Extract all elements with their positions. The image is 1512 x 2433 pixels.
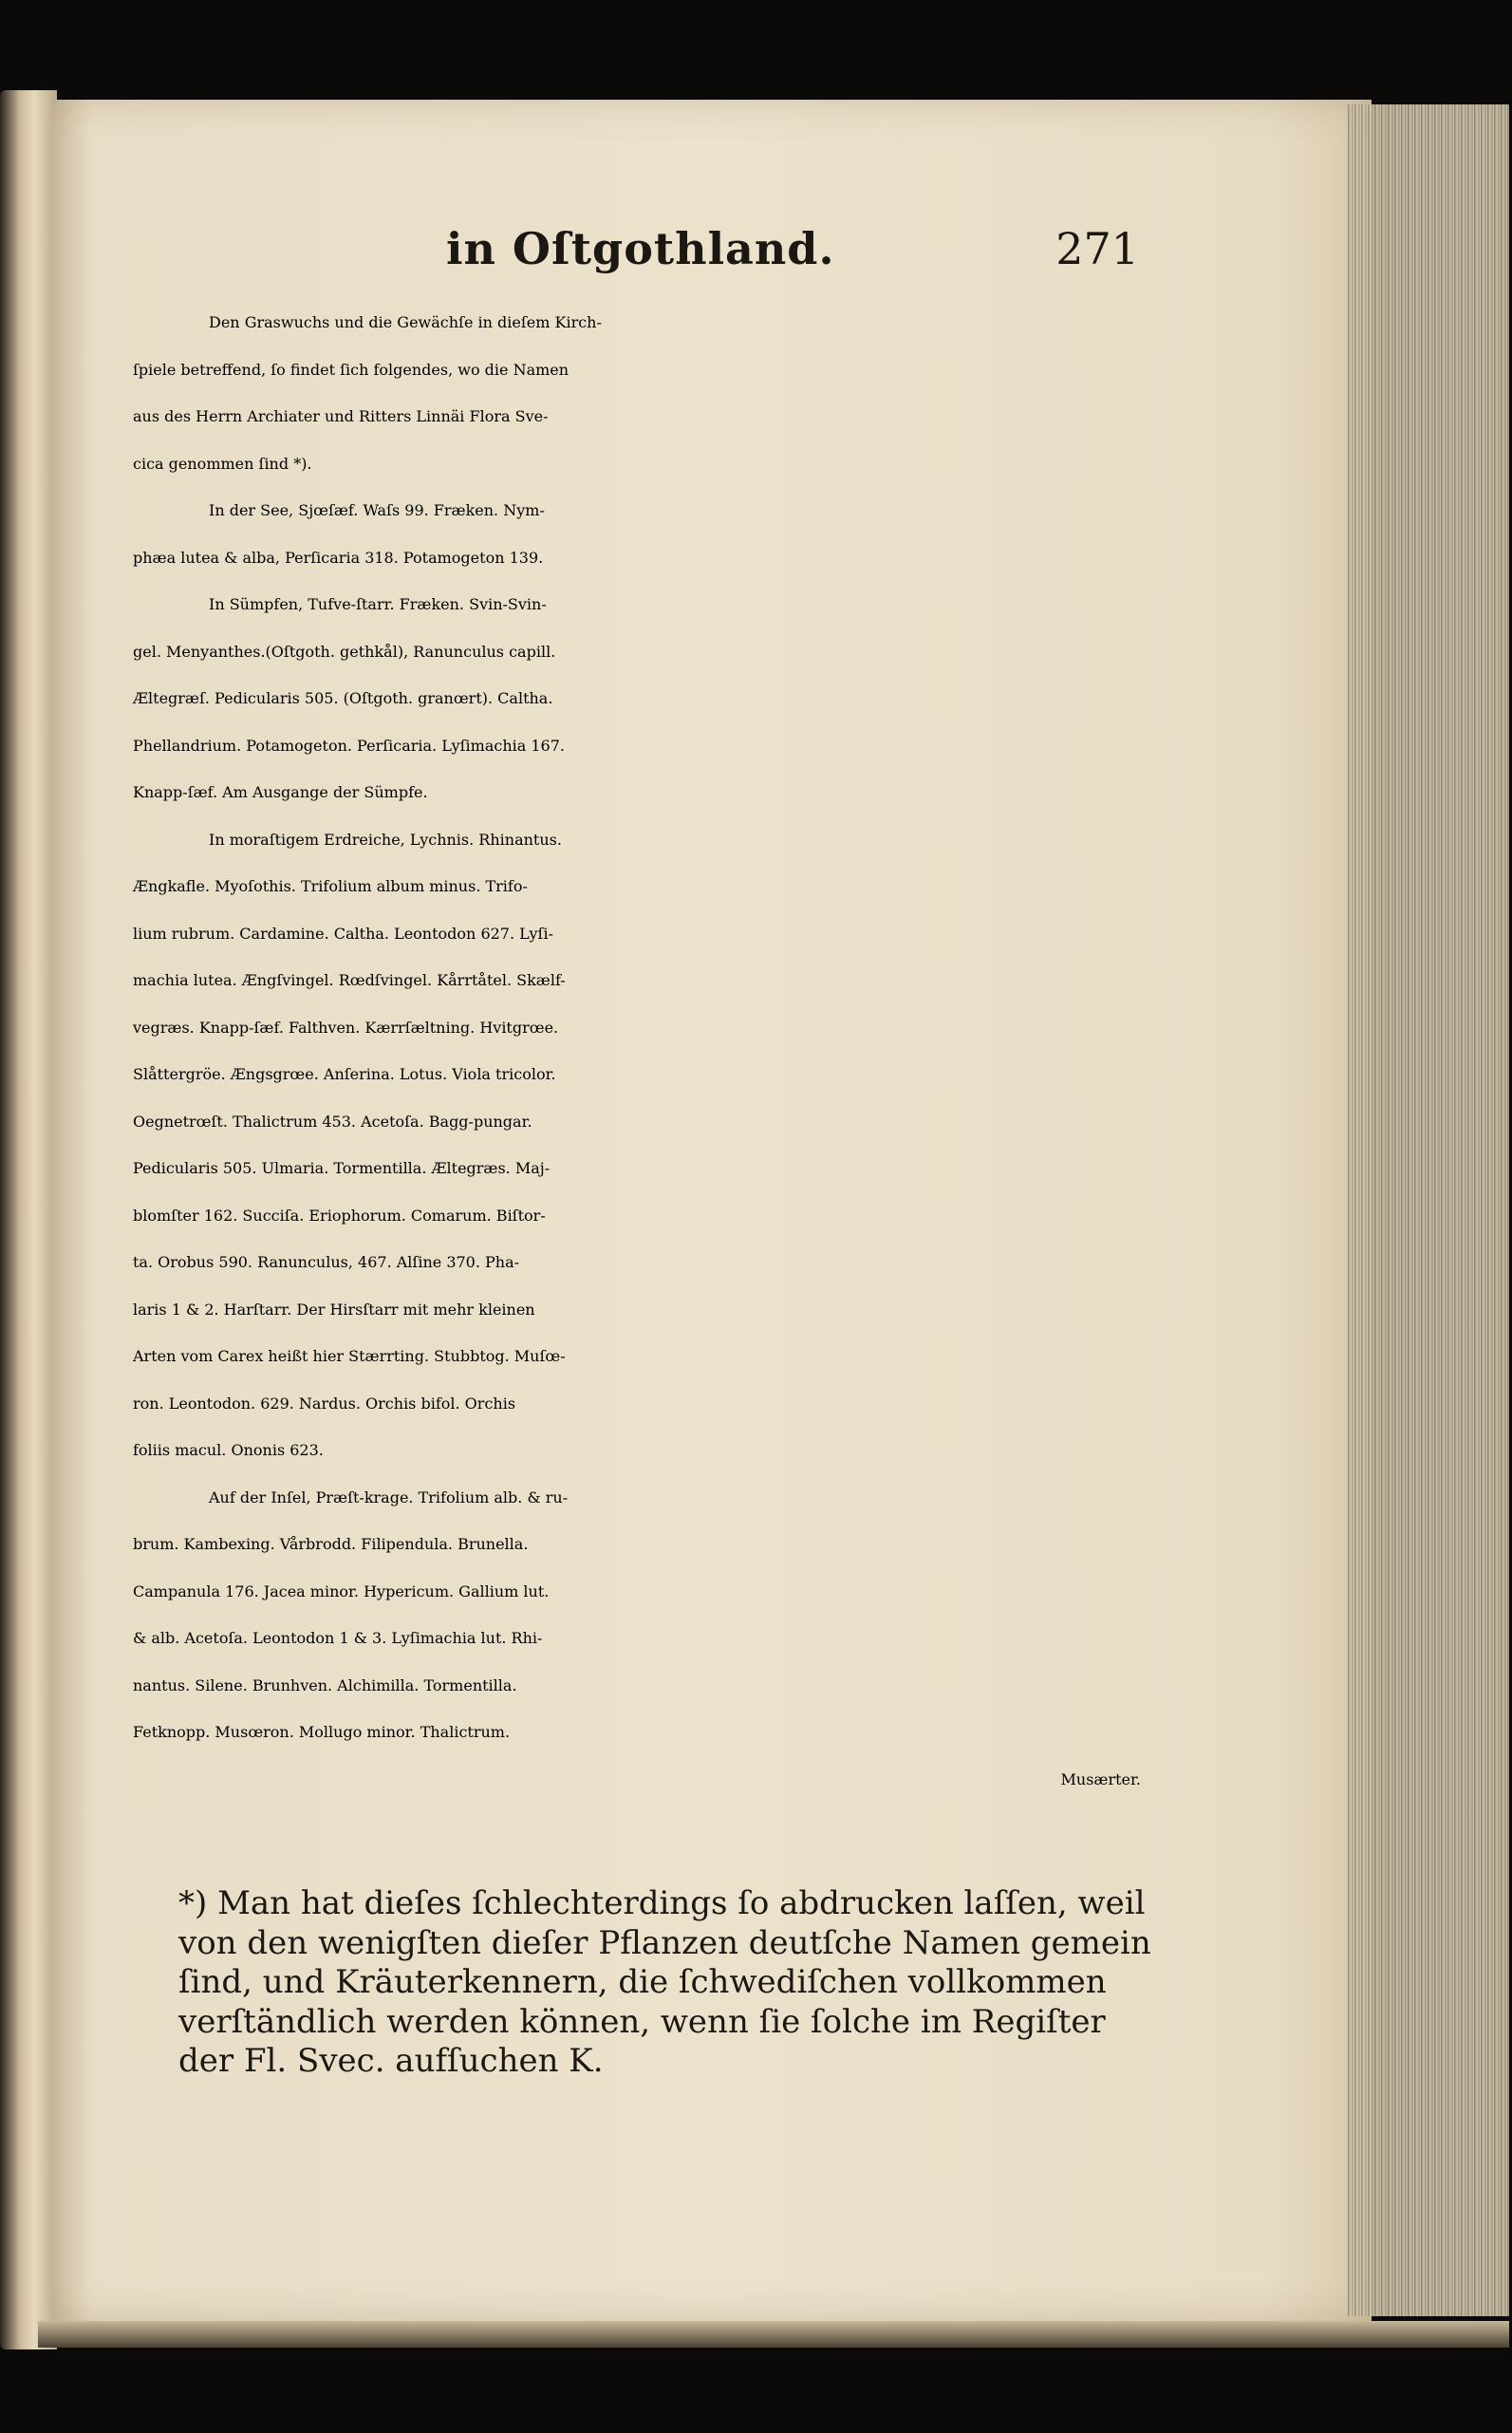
text-line: cica genommen ſind *).: [133, 454, 312, 473]
text-line: gel. Menyanthes.(Oſtgoth. gethkål), Ranunculus capill.: [133, 642, 556, 661]
text-line: & alb. Acetoſa. Leontodon 1 & 3. Lyſimachia lut. Rhi-: [133, 1629, 543, 1647]
text-line: In moraſtigem Erdreiche, Lychnis. Rhinantus.: [209, 830, 562, 849]
text-line: laris 1 & 2. Harſtarr. Der Hirsſtarr mit mehr kleinen: [133, 1300, 535, 1319]
text-line: Auf der Inſel, Præſt-krage. Trifolium alb. & ru-: [209, 1488, 569, 1507]
text-line: blomſter 162. Succiſa. Eriophorum. Comarum. Biſtor-: [133, 1206, 546, 1225]
text-line: aus des Herrn Archiater und Ritters Linnäi Flora Sve-: [133, 407, 549, 425]
text-line: Slåttergröe. Ængsgrœe. Anſerina. Lotus. Viola tricolor.: [133, 1065, 556, 1083]
text-line: nantus. Silene. Brunhven. Alchimilla. Tormentilla.: [133, 1675, 517, 1694]
text-line: ſpiele betreffend, ſo findet ſich folgendes, wo die Namen: [133, 360, 569, 379]
text-line: Fetknopp. Musœron. Mollugo minor. Thalictrum.: [133, 1723, 511, 1741]
catchword: Musærter.: [1060, 1769, 1141, 1788]
text-line: Pedicularis 505. Ulmaria. Tormentilla. Æltegræs. Maj-: [133, 1159, 551, 1177]
body-text: [133, 313, 1141, 1817]
text-line: vegræs. Knapp-ſæf. Falthven. Kærrſæltning. Hvitgrœe.: [133, 1018, 559, 1037]
text-line: Knapp-ſæf. Am Ausgange der Sümpfe.: [133, 783, 428, 801]
footnote-line: der Fl. Svec. aufſuchen K.: [178, 2042, 604, 2080]
text-line: Ængkafle. Myoſothis. Trifolium album minus. Trifo-: [133, 877, 528, 895]
running-header: [446, 223, 1139, 280]
text-line: ta. Orobus 590. Ranunculus, 467. Alſine 370. Pha-: [133, 1253, 520, 1271]
book-bottom-edge: [38, 2321, 1509, 2348]
footnote-line: verſtändlich werden können, wenn ſie ſolche im Regiſter: [178, 2002, 1106, 2041]
text-line: Æltegræſ. Pedicularis 505. (Oſtgoth. granœrt). Caltha.: [133, 689, 553, 707]
text-line: phæa lutea & alba, Perſicaria 318. Potamogeton 139.: [133, 548, 544, 567]
footnote-line: von den wenigſten dieſer Pflanzen deutſche Namen gemein: [178, 1923, 1151, 1962]
book-left-edge: [0, 90, 57, 2349]
footnote-line: ſind, und Kräuterkennern, die ſchwediſchen vollkommen: [178, 1963, 1107, 2001]
text-line: ron. Leontodon. 629. Nardus. Orchis bifol. Orchis: [133, 1394, 516, 1413]
text-line: lium rubrum. Cardamine. Caltha. Leontodon 627. Lyſi-: [133, 924, 553, 943]
footnote: [178, 1884, 1151, 2082]
text-line: foliis macul. Ononis 623.: [133, 1441, 324, 1459]
text-line: Den Graswuchs und die Gewächſe in dieſem Kirch-: [209, 313, 602, 331]
text-line: machia lutea. Ængſvingel. Rœdſvingel. Kårrtåtel. Skælf-: [133, 971, 566, 989]
text-line: In der See, Sjœſæf. Waſs 99. Fræken. Nym-: [209, 501, 545, 519]
text-line: Oegnetrœſt. Thalictrum 453. Acetoſa. Bagg-pungar.: [133, 1112, 532, 1131]
page-number: 271: [1055, 223, 1139, 274]
text-line: Phellandrium. Potamogeton. Perſicaria. Lyſimachia 167.: [133, 736, 565, 755]
footnote-line: *) Man hat dieſes ſchlechterdings ſo abdrucken laſſen, weil: [178, 1884, 1146, 1922]
running-title: in Oſtgothland.: [446, 223, 835, 274]
page-edges: [1348, 104, 1509, 2316]
text-line: Arten vom Carex heißt hier Stærrting. Stubbtog. Muſœ-: [133, 1347, 566, 1365]
text-line: In Sümpfen, Tufve-ſtarr. Fræken. Svin-Svin-: [209, 595, 547, 613]
text-line: brum. Kambexing. Vårbrodd. Filipendula. Brunella.: [133, 1535, 529, 1553]
text-line: Campanula 176. Jacea minor. Hypericum. Gallium lut.: [133, 1581, 550, 1600]
